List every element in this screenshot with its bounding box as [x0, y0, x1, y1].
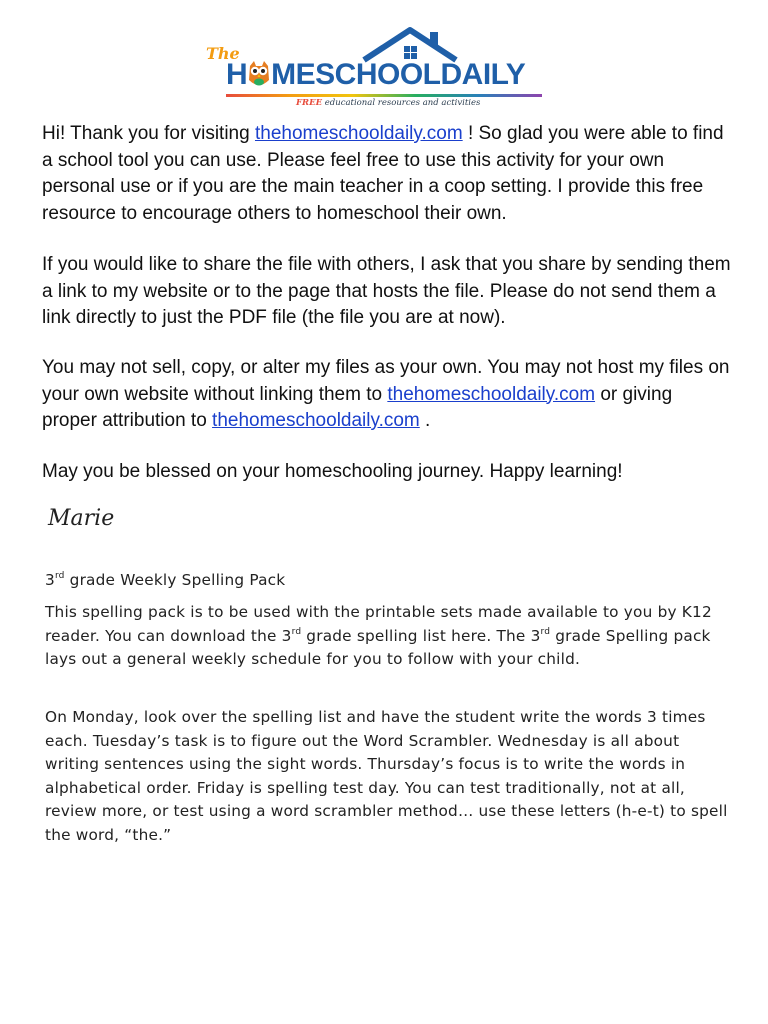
rainbow-divider	[226, 94, 542, 97]
intro-paragraph-1: Hi! Thank you for visiting thehomeschooldaily.com ! So glad you were able to find a school tool you can use. Please feel free to use this activity for your own personal use or if you are the main teacher in a coop setting. I provide this free resource to encourage others to homeschool their own.	[42, 123, 724, 224]
spelling-pack-paragraph-1: This spelling pack is to be used with the printable sets made available to you by K12 reader. You can download the 3rd grade spelling list here. The 3rd grade Spelling pack lays out a general weekly schedule for you to follow with your child.	[45, 603, 712, 668]
site-link[interactable]: thehomeschooldaily.com	[254, 123, 463, 144]
intro-paragraph-3: You may not sell, copy, or alter my files as your own. You may not host my files on your own website without linking them to thehomeschooldaily.com or giving proper attribution to thehomeschooldaily.com .	[42, 357, 730, 431]
logo-wordmark: H MESCHOOLDAILY	[226, 58, 526, 91]
logo-the-text: The	[206, 44, 240, 63]
site-logo[interactable]	[200, 26, 550, 110]
site-link[interactable]: thehomeschooldaily.com	[212, 410, 420, 431]
spelling-pack-title: 3rd grade Weekly Spelling Pack	[45, 571, 286, 589]
signature: Marie	[48, 506, 115, 531]
intro-paragraph-4: May you be blessed on your homeschooling journey. Happy learning!	[42, 461, 623, 482]
logo-tagline: FREE educational resources and activities	[296, 98, 481, 108]
spelling-pack-paragraph-2: On Monday, look over the spelling list and have the student write the words 3 times each. Tuesday’s task is to figure out the Word Scrambler. Wednesday is all about writing sentences using the sight words. Thursday’s focus is to write the words in alphabetical order. Friday is spelling test day. You can test traditionally, not at all, review more, or test using a word scrambler method… use these letters (h-e-t) to spell the word, “the.”	[45, 708, 728, 844]
owl-icon	[247, 60, 271, 88]
intro-paragraph-2: If you would like to share the file with others, I ask that you share by sending them a link to my website or to the page that hosts the file. Please do not send them a link directly to just the PDF file (the file you are at now).	[42, 254, 731, 328]
site-link[interactable]: thehomeschooldaily.com	[387, 383, 596, 405]
